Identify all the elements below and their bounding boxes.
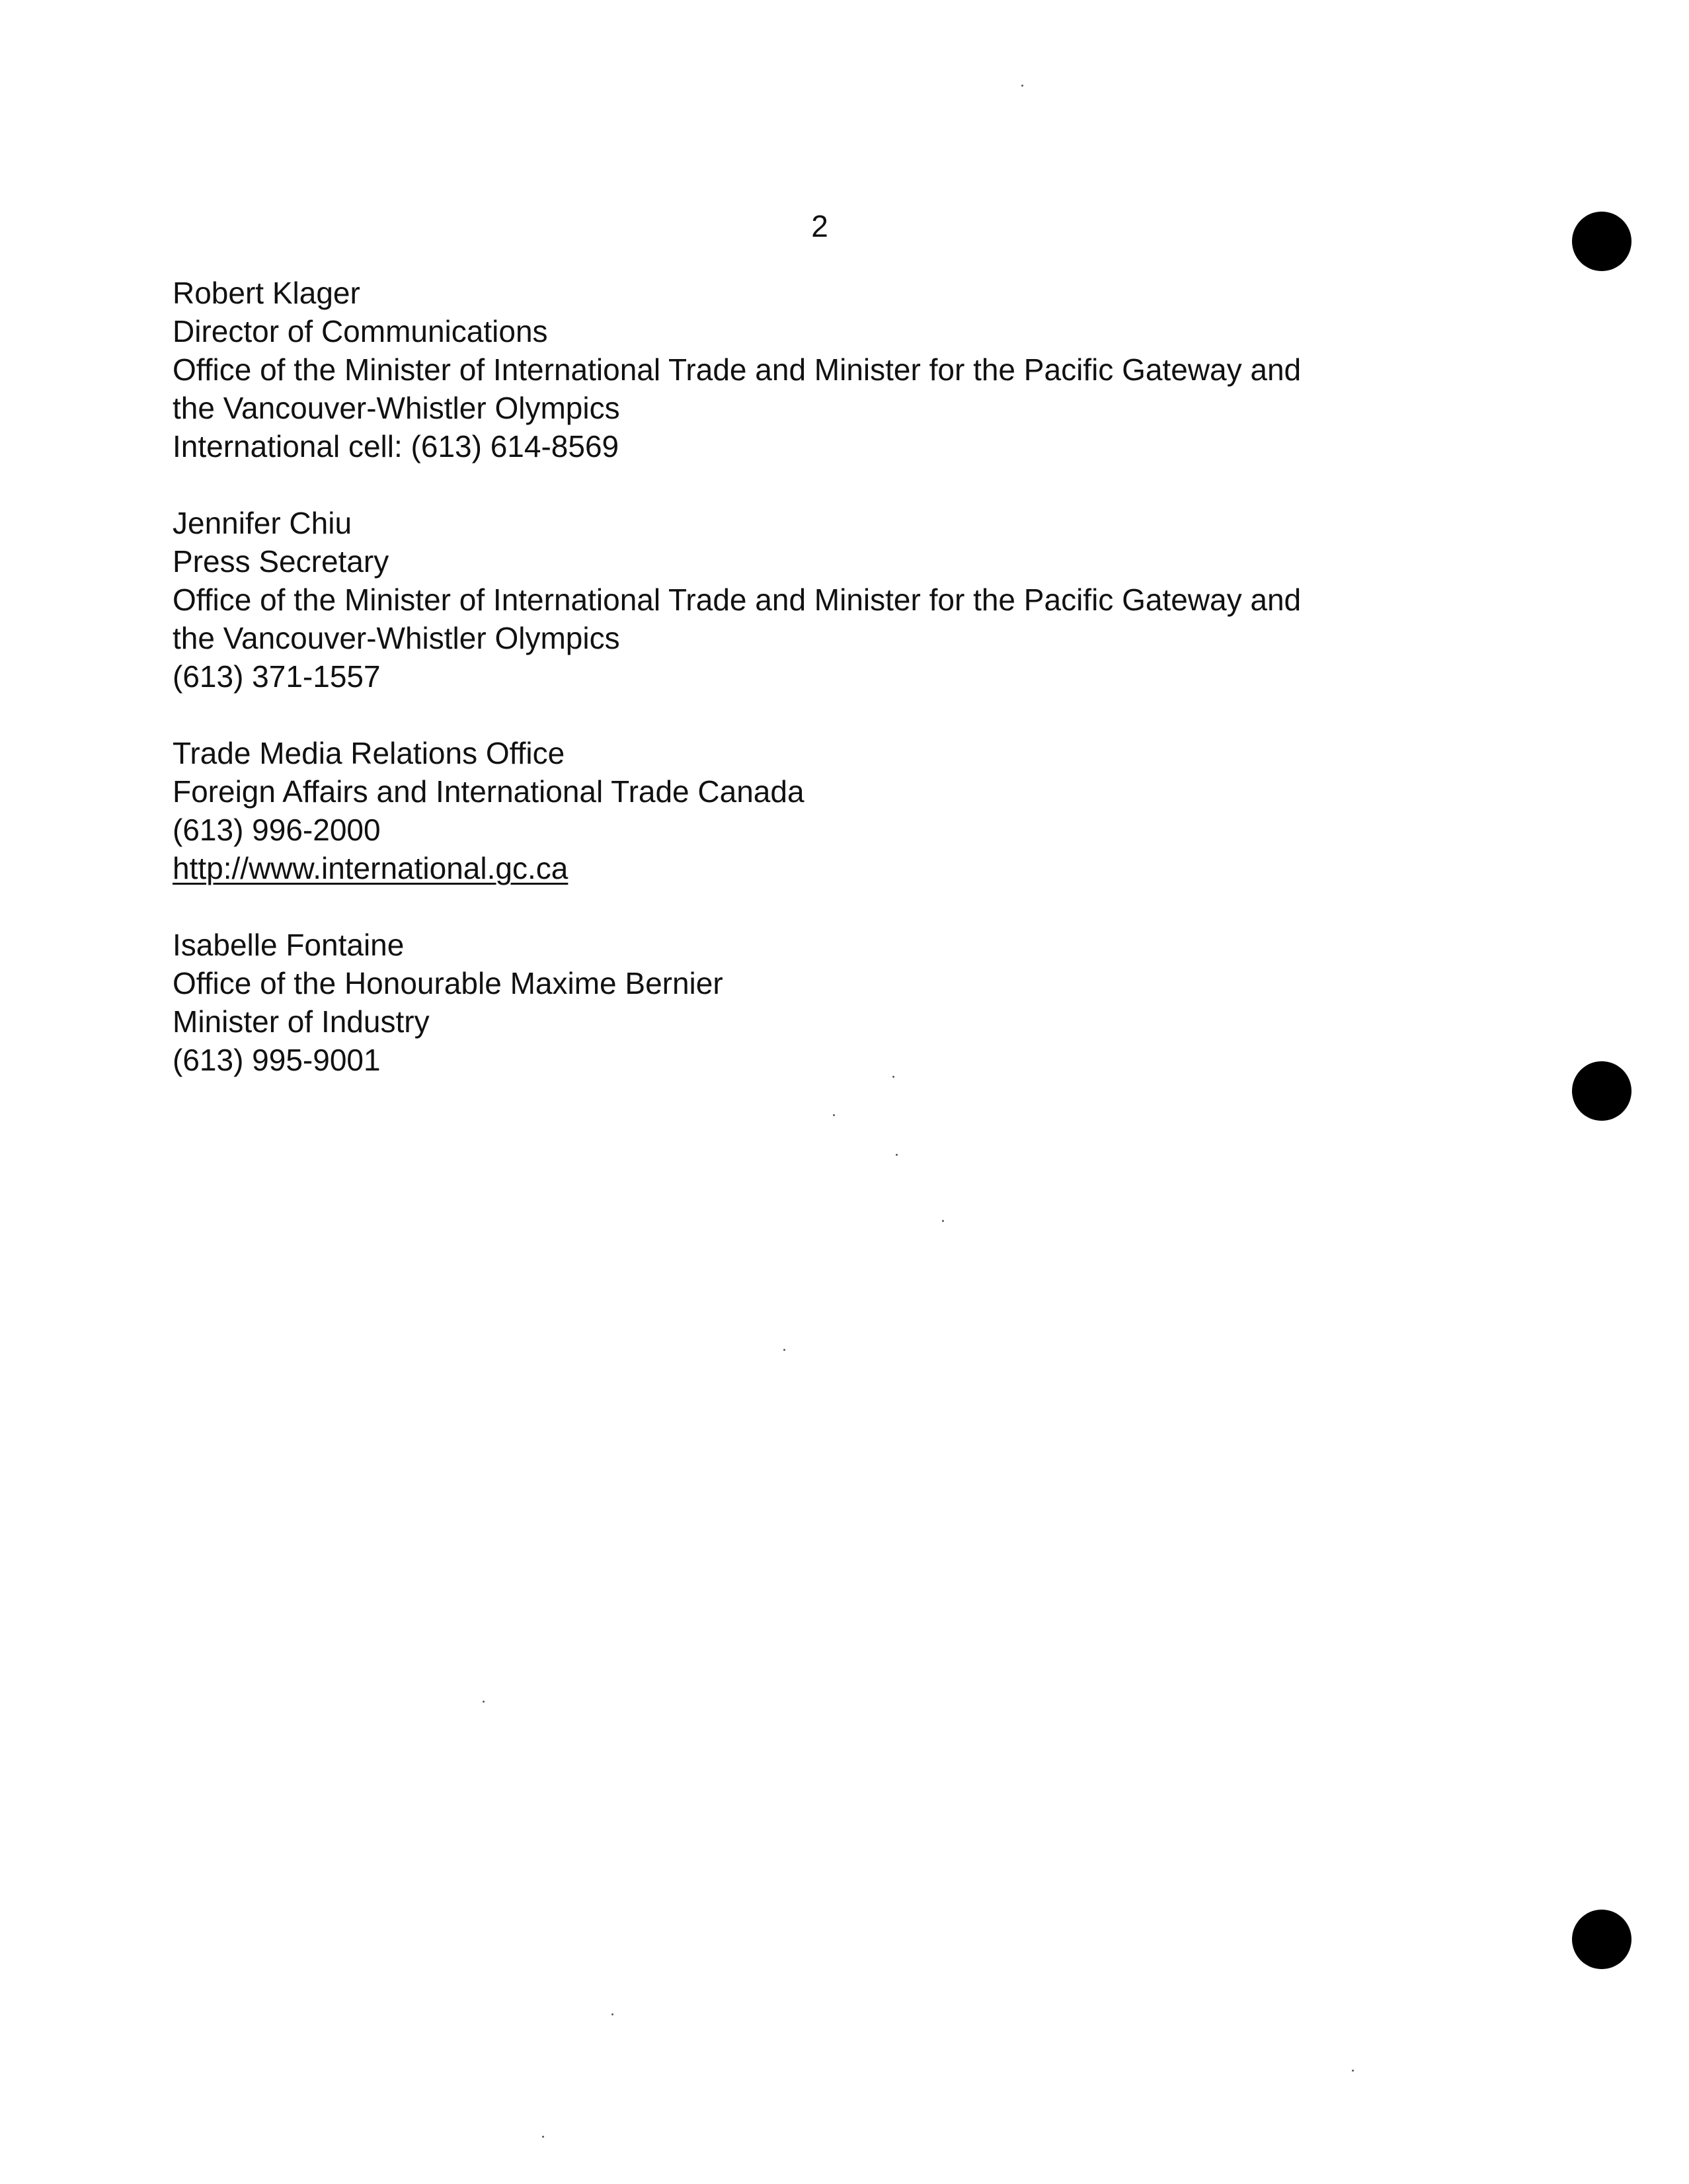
scan-speck [833, 1114, 835, 1116]
contact-phone: International cell: (613) 614-8569 [173, 429, 619, 464]
contact-block-trade-media-relations [173, 734, 1462, 887]
contact-department: Foreign Affairs and International Trade Canada [173, 774, 805, 809]
scan-speck [896, 1154, 898, 1156]
contact-name: Trade Media Relations Office [173, 736, 565, 770]
page-number: 2 [811, 209, 828, 243]
contact-office: Office of the Honourable Maxime Bernier [173, 966, 723, 1000]
contact-name: Isabelle Fontaine [173, 928, 405, 962]
contact-list [173, 274, 1462, 1117]
contact-office: Office of the Minister of International Trade and Minister for the Pacific Gateway and [173, 352, 1302, 387]
contact-title: Director of Communications [173, 314, 548, 348]
contact-phone: (613) 996-2000 [173, 813, 381, 847]
contact-name: Robert Klager [173, 276, 360, 310]
punch-hole-top [1572, 212, 1631, 271]
contact-block-jennifer-chiu [173, 504, 1462, 696]
contact-name: Jennifer Chiu [173, 506, 352, 540]
contact-office-continued: the Vancouver-Whistler Olympics [173, 391, 620, 425]
contact-block-robert-klager [173, 274, 1462, 465]
scan-speck [1352, 2070, 1354, 2072]
website-link[interactable]: http://www.international.gc.ca [173, 851, 569, 885]
scan-speck [483, 1701, 485, 1703]
contact-title: Press Secretary [173, 544, 389, 579]
scan-speck [1021, 85, 1023, 87]
contact-phone: (613) 995-9001 [173, 1043, 381, 1077]
scan-speck [783, 1349, 785, 1351]
contact-block-isabelle-fontaine [173, 926, 1462, 1079]
contact-office-continued: the Vancouver-Whistler Olympics [173, 621, 620, 655]
scan-speck [892, 1076, 894, 1078]
punch-hole-bottom [1572, 1910, 1631, 1969]
punch-hole-middle [1572, 1061, 1631, 1121]
scan-speck [542, 2136, 544, 2138]
contact-title: Minister of Industry [173, 1004, 430, 1039]
scan-speck [942, 1220, 944, 1222]
scan-speck [611, 2013, 613, 2015]
contact-phone: (613) 371-1557 [173, 659, 381, 694]
contact-office: Office of the Minister of International Trade and Minister for the Pacific Gateway and [173, 583, 1302, 617]
